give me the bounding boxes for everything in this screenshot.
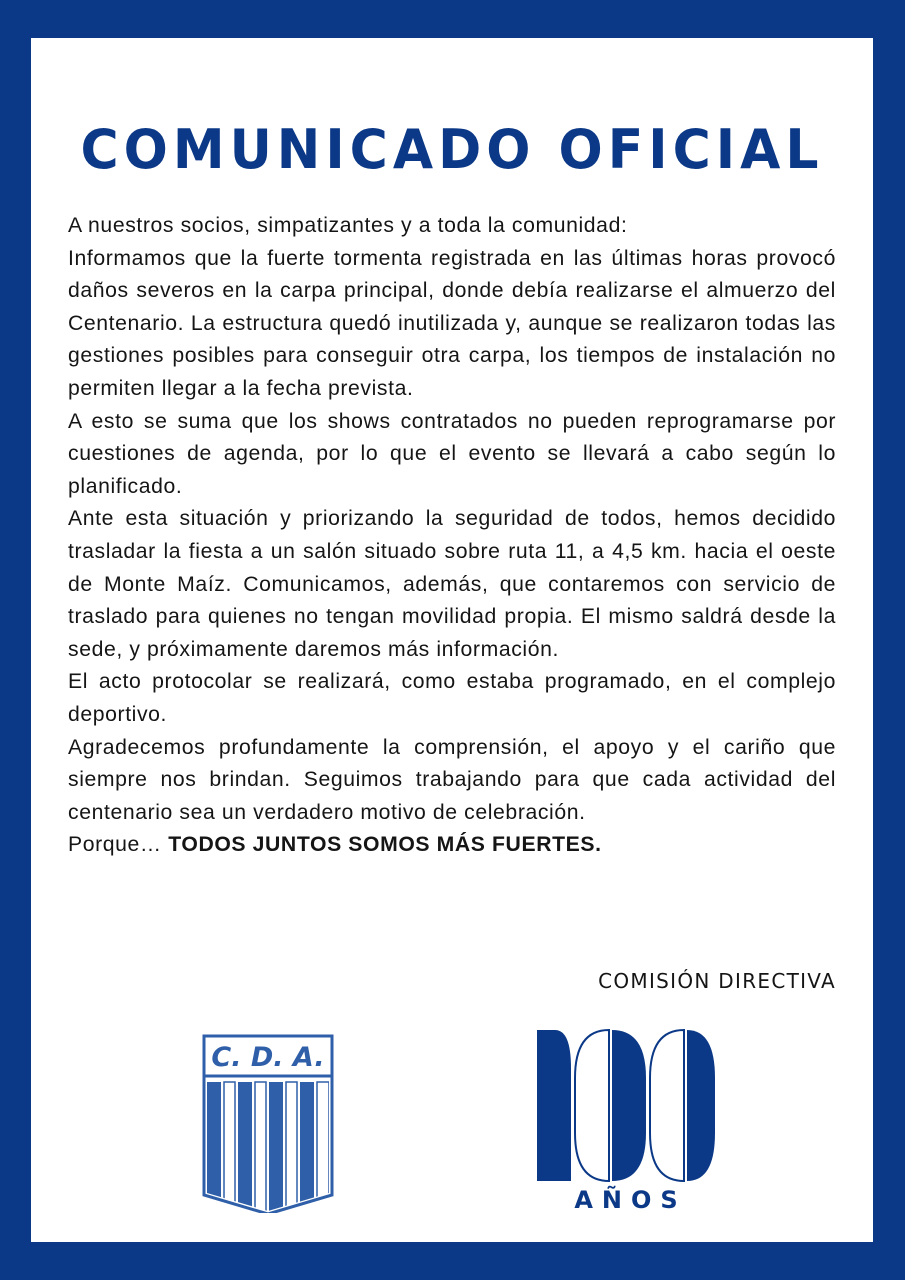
svg-text:C. D. A.: C. D. A. (211, 1042, 325, 1073)
centenary-logo (535, 1028, 717, 1223)
paragraph-relocation: Ante esta situación y priorizando la seguridad de todos, hemos decidido trasladar la fiesta a un salón situado sobre ruta 11, a 4,5 km. hacia el oeste de Monte Maíz. Comunicamos, además, que contaremos con servicio de traslado para quienes no tengan movilidad propia. El mismo saldrá desde la sede, y próximamente daremos más información. (68, 507, 836, 661)
greeting: A nuestros socios, simpatizantes y a toda la comunidad: (68, 214, 628, 237)
announcement-panel (31, 38, 873, 1242)
closing-prefix: Porque… (68, 833, 169, 857)
centenary-100-icon (535, 1028, 717, 1183)
signature: COMISIÓN DIRECTIVA (598, 969, 836, 993)
announcement-body (68, 210, 836, 862)
closing-slogan: TODOS JUNTOS SOMOS MÁS FUERTES. (168, 833, 602, 857)
paragraph-shows: A esto se suma que los shows contratados no pueden reprogramarse por cuestiones de agenda, por lo que el evento se llevará a cabo según lo planificado. (68, 409, 836, 498)
paragraph-protocol-act: El acto protocolar se realizará, como estaba programado, en el complejo deportivo. (68, 670, 836, 726)
club-crest-icon (201, 1033, 335, 1213)
club-crest-logo (201, 1033, 335, 1213)
paragraph-thanks: Agradecemos profundamente la comprensión, el apoyo y el cariño que siempre nos brindan. Seguimos trabajando para que cada actividad del centenario sea un verdadero motivo de celebración. (68, 735, 836, 824)
page-title: COMUNICADO OFICIAL (80, 118, 824, 182)
centenary-caption: AÑOS (574, 1186, 687, 1214)
closing-line (68, 829, 836, 862)
paragraph-storm-damage: Informamos que la fuerte tormenta registrada en las últimas horas provocó daños severos en la carpa principal, donde debía realizarse el almuerzo del Centenario. La estructura quedó inutilizada y, aunque se realizaron todas las gestiones posibles para conseguir otra carpa, los tiempos de instalación no permiten llegar a la fecha prevista. (68, 246, 836, 400)
